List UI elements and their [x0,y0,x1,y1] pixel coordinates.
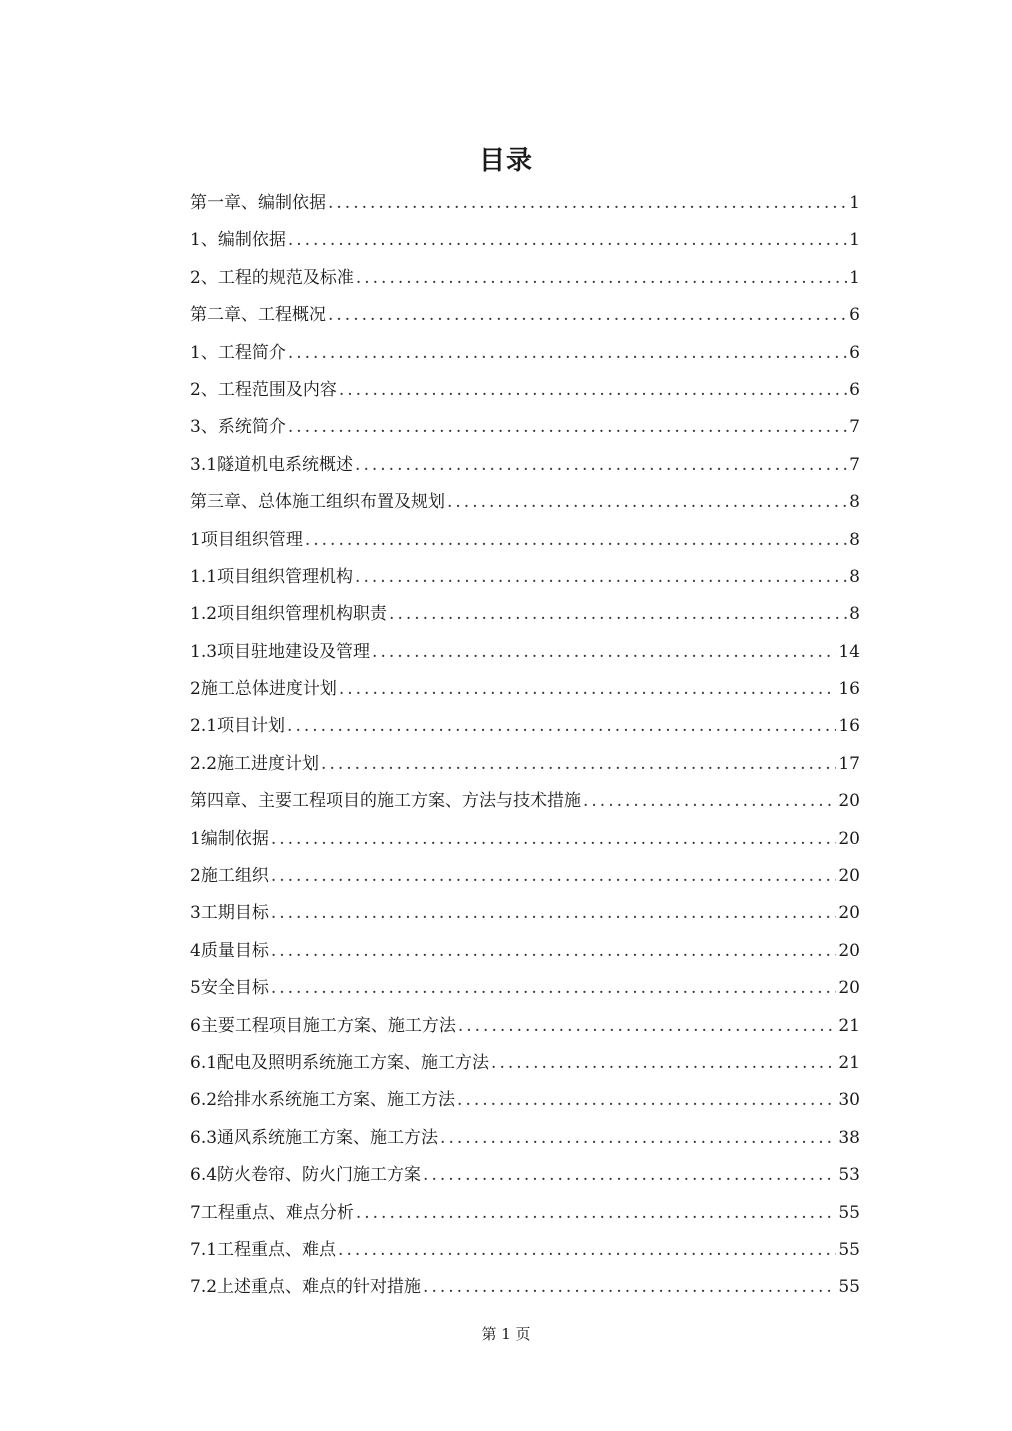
toc-entry[interactable] [190,895,860,932]
toc-entry-label: 1编制依据 [190,828,269,849]
toc-entry-label: 1.1项目组织管理机构 [190,566,354,587]
toc-entry-page-number: 55 [838,1277,860,1298]
toc-dot-leader [389,596,847,633]
toc-entry[interactable] [190,1195,860,1232]
toc-entry-label: 2、工程的规范及标准 [190,267,354,288]
toc-entry-page-number: 16 [838,716,860,737]
toc-entry-label: 1.2项目组织管理机构职责 [190,604,388,625]
toc-entry-label: 3.1隧道机电系统概述 [190,454,354,475]
toc-entry-page-number: 21 [838,1015,860,1036]
toc-dot-leader [305,522,847,559]
toc-dot-leader [457,1082,836,1119]
toc-entry-label: 7工程重点、难点分析 [190,1202,354,1223]
toc-entry-page-number: 14 [838,641,860,662]
toc-title: 目录 [478,146,533,176]
toc-entry[interactable] [190,634,860,671]
toc-entry-label: 6.2给排水系统施工方案、施工方法 [190,1090,456,1111]
toc-entry-page-number: 20 [838,866,860,887]
toc-entry-page-number: 30 [838,1090,860,1111]
toc-entry[interactable] [190,1232,860,1269]
toc-entry[interactable] [190,970,860,1007]
toc-entry-page-number: 20 [838,978,860,999]
toc-entry-label: 1项目组织管理 [190,529,303,550]
toc-entry[interactable] [190,484,860,521]
toc-entry[interactable] [190,783,860,820]
toc-entry-page-number: 20 [838,940,860,961]
toc-dot-leader [372,634,836,671]
toc-entry[interactable] [190,372,860,409]
toc-entry[interactable] [190,409,860,446]
toc-entry[interactable] [190,1045,860,1082]
toc-entry-page-number: 1 [849,193,860,213]
toc-entry-page-number: 6 [849,379,860,400]
toc-entry-page-number: 20 [838,791,860,812]
toc-dot-leader [271,895,837,932]
toc-entry[interactable] [190,559,860,596]
toc-dot-leader [338,1232,836,1269]
toc-dot-leader [423,1269,836,1306]
toc-entry-label: 6主要工程项目施工方案、施工方法 [190,1015,456,1036]
toc-entry-label: 第一章、编制依据 [190,193,326,213]
toc-entry-page-number: 8 [849,604,860,625]
toc-entry-page-number: 17 [838,753,860,774]
toc-entry-page-number: 20 [838,828,860,849]
toc-entry-label: 1.3项目驻地建设及管理 [190,641,371,662]
toc-entry-label: 第四章、主要工程项目的施工方案、方法与技术措施 [190,791,581,812]
toc-entry[interactable] [190,1082,860,1119]
toc-entry-label: 2、工程范围及内容 [190,379,337,400]
toc-entry-label: 3、系统简介 [190,417,286,438]
toc-dot-leader [491,1045,836,1082]
toc-entry[interactable] [190,933,860,970]
toc-dot-leader [321,746,836,783]
toc-entry-label: 6.1配电及照明系统施工方案、施工方法 [190,1052,490,1073]
toc-entry-page-number: 8 [849,566,860,587]
toc-dot-leader [287,708,836,745]
toc-entry[interactable] [190,522,860,559]
toc-entry-page-number: 55 [838,1202,860,1223]
toc-entry[interactable] [190,185,860,222]
toc-dot-leader [271,933,837,970]
toc-entry[interactable] [190,821,860,858]
toc-dot-leader [271,858,837,895]
toc-entry-label: 7.1工程重点、难点 [190,1239,337,1260]
toc-entry[interactable] [190,1120,860,1157]
toc-entry-page-number: 7 [849,417,860,438]
toc-entry-page-number: 1 [849,267,860,288]
toc-entry-label: 2施工总体进度计划 [190,679,337,700]
toc-entry-label: 第二章、工程概况 [190,305,326,326]
toc-entry-label: 6.3通风系统施工方案、施工方法 [190,1127,439,1148]
toc-entry-page-number: 53 [838,1165,860,1186]
toc-dot-leader [271,821,837,858]
toc-entry[interactable] [190,297,860,334]
toc-entry-page-number: 7 [849,454,860,475]
toc-entry-page-number: 6 [849,342,860,363]
toc-entry-page-number: 6 [849,305,860,326]
toc-entry-page-number: 20 [838,903,860,924]
toc-entry-page-number: 16 [838,679,860,700]
toc-entry-label: 7.2上述重点、难点的针对措施 [190,1277,422,1298]
toc-dot-leader [328,297,847,334]
toc-entry[interactable] [190,447,860,484]
toc-entry[interactable] [190,746,860,783]
toc-dot-leader [355,447,847,484]
toc-entry-page-number: 8 [849,529,860,550]
toc-dot-leader [583,783,836,820]
toc-dot-leader [288,409,847,446]
toc-entry-label: 1、编制依据 [190,230,286,251]
toc-entry-page-number: 38 [838,1127,860,1148]
toc-entry[interactable] [190,858,860,895]
toc-dot-leader [355,559,847,596]
toc-dot-leader [423,1157,836,1194]
toc-dot-leader [447,484,847,521]
toc-entry[interactable] [190,335,860,372]
toc-entry[interactable] [190,260,860,297]
toc-entry-label: 2.1项目计划 [190,716,286,737]
toc-dot-leader [339,372,847,409]
toc-entry[interactable] [190,671,860,708]
toc-dot-leader [271,970,837,1007]
toc-entry-page-number: 8 [849,492,860,513]
toc-entry-label: 5安全目标 [190,978,269,999]
toc-dot-leader [440,1120,836,1157]
toc-dot-leader [356,1195,837,1232]
toc-entry-label: 6.4防火卷帘、防火门施工方案 [190,1165,422,1186]
toc-list [190,185,860,1307]
toc-entry-page-number: 55 [838,1239,860,1260]
toc-dot-leader [328,185,847,222]
toc-entry-page-number: 1 [849,230,860,251]
toc-entry-label: 第三章、总体施工组织布置及规划 [190,492,445,513]
toc-entry[interactable] [190,222,860,259]
toc-dot-leader [458,1008,837,1045]
toc-dot-leader [288,335,847,372]
toc-dot-leader [356,260,847,297]
toc-dot-leader [288,222,847,259]
toc-entry[interactable] [190,1269,860,1306]
toc-entry[interactable] [190,596,860,633]
toc-entry-label: 1、工程简介 [190,342,286,363]
toc-dot-leader [339,671,837,708]
toc-entry-page-number: 21 [838,1052,860,1073]
toc-entry-label: 2施工组织 [190,866,269,887]
toc-entry[interactable] [190,1157,860,1194]
toc-entry-label: 2.2施工进度计划 [190,753,320,774]
toc-entry-label: 4质量目标 [190,940,269,961]
page-footer: 第 1 页 [481,1325,531,1343]
toc-entry[interactable] [190,708,860,745]
toc-entry-label: 3工期目标 [190,903,269,924]
toc-entry[interactable] [190,1008,860,1045]
